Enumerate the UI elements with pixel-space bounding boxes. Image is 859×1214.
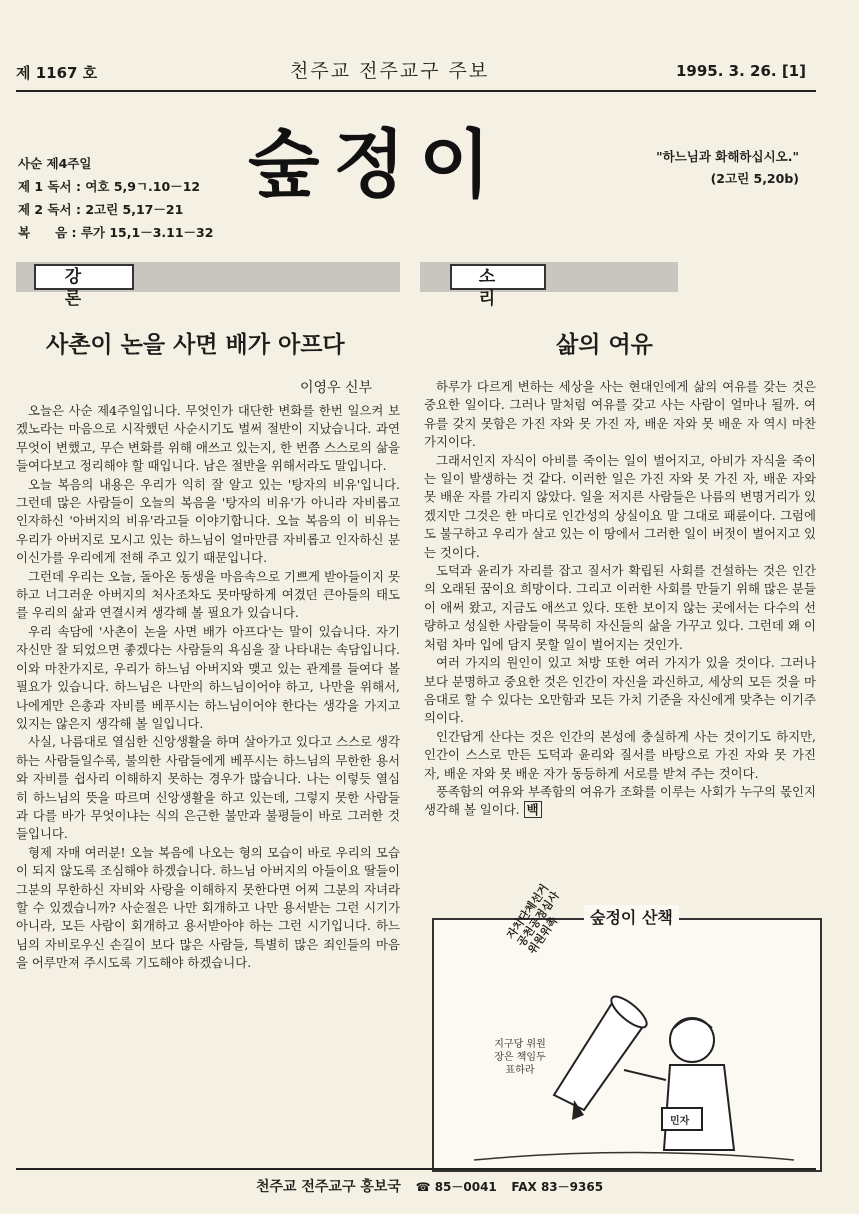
sign-text: 민자 bbox=[670, 1116, 690, 1127]
homily-title: 사촌이 논을 사면 배가 아프다 bbox=[46, 332, 345, 358]
liturgical-week: 사순 제4주일 bbox=[18, 156, 92, 171]
column-paragraph: 도덕과 윤리가 자리를 잡고 질서가 확립된 사회를 건설하는 것은 인간의 오래된 꿈이요 희망이다. 그리고 이러한 사회를 만들기 위해 많은 분들이 애써 왔고, 지금도 애쓰고 있다. 또한 보이지 않는 곳에서는 다수의 선량하고 성실한 사람들이 묵묵히 자신들의 삶을 가꾸고 있다. 그런데 왜 이처럼 차마 입에 담지 못할 일이 벌어지는 것인가. bbox=[424, 563, 816, 652]
cartoon-title: 숲정이 산책 bbox=[584, 905, 679, 928]
column-paragraph: 인간답게 산다는 것은 인간의 본성에 충실하게 사는 것이기도 하지만, 인간이 스스로 만든 도덕과 윤리와 질서를 바탕으로 가진 자와 못 가진 자, 배운 자와 못 배운 자가 동등하게 서로를 받쳐 주는 것이다. bbox=[424, 728, 816, 781]
column-paragraph bbox=[424, 783, 816, 820]
footer bbox=[0, 1176, 859, 1196]
homily-body bbox=[16, 402, 400, 973]
first-reading: 제 1 독서 : 여호 5,9ㄱ.10－12 bbox=[18, 179, 201, 194]
homily-paragraph: 우리 속담에 '사촌이 논을 사면 배가 아프다'는 말이 있습니다. 자기 자신만 잘 되었으면 좋겠다는 사람들의 욕심을 잘 나타내는 속담입니다. 이와 마찬가지로, 우리가 하느님 아버지와 맺고 있는 관계를 들여다 볼 필요가 있습니다. 하느님은 나만의 하느님이어야 하고, 나만을 위해서, 나에게만 은총과 자비를 베푸시는 하느님이어야 한다는 생각을 가지고 있지는 않은지 생각해 볼 일입니다. bbox=[16, 623, 400, 731]
footer-fax: FAX 83－9365 bbox=[511, 1180, 604, 1194]
footer-phone: ☎ 85－0041 bbox=[415, 1180, 497, 1194]
last-paragraph-text: 풍족함의 여유와 부족함의 여유가 조화를 이루는 사회가 누구의 몫인지 생각해 볼 일이다. bbox=[424, 783, 816, 818]
quote-text: "하느님과 화해하십시오." bbox=[656, 149, 799, 164]
speech-text: 지구당 위원장은 책임두표하라 bbox=[494, 1039, 546, 1076]
column-paragraph: 여러 가지의 원인이 있고 처방 또한 여러 가지가 있을 것이다. 그러나 보다 분명하고 중요한 것은 인간이 자신을 과신하고, 세상의 모든 것을 마음대로 할 수 있다는 오만함과 모든 가치 기준을 자신에게 맞추는 이기주의이다. bbox=[424, 655, 816, 726]
section-label-sound: 소 리 bbox=[450, 264, 546, 290]
cartoon-box bbox=[432, 881, 822, 1172]
homily-paragraph: 사실, 나름대로 열심한 신앙생활을 하며 살아가고 있다고 스스로 생각하는 사람들일수록, 불의한 사람들에게 베푸시는 하느님의 무한한 용서와 자비를 쉽사리 이해하지 못하는 경우가 많습니다. 나는 이렇듯 열심히 하느님의 뜻을 따르며 신앙생활을 하고 있는데, 그렇지 못한 사람들과 다를 바가 무엇이냐는 식의 은근한 불만과 불평들이 바로 그러한 것들입니다. bbox=[16, 734, 400, 842]
masthead-title: 숲정이 bbox=[248, 122, 505, 208]
column-paragraph: 하루가 다르게 변하는 세상을 사는 현대인에게 삶의 여유를 갖는 것은 중요한 일이다. 그러나 말처럼 여유를 갖고 사는 사람이 얼마나 될까. 여유를 갖지 못함은 가진 자와 못 가진 자, 배운 자와 못 배운 자 역시 마찬가지이다. bbox=[424, 379, 816, 450]
homily-paragraph: 오늘 복음의 내용은 우리가 익히 잘 알고 있는 '탕자의 비유'입니다. 그런데 많은 사람들이 오늘의 복음을 '탕자의 비유'가 아니라 자비롭고 인자하신 '아버지의 비유'라고들 이야기합니다. 오늘 복음의 이 비유는 우리가 아버지로 모시고 있는 하느님이 얼마만큼 자비롭고 인자하신 분이신가를 우리에게 전해 주고 있기 때문입니다. bbox=[16, 476, 400, 566]
homily-paragraph: 형제 자매 여러분! 오늘 복음에 나오는 형의 모습이 바로 우리의 모습이 되지 않도록 조심해야 하겠습니다. 하느님 아버지의 아들이요 딸들이 그분의 무한하신 자비와 사랑을 이해하지 못한다면 어찌 그분의 자녀라 할 수 있겠습니까? 사순절은 나만 회개하고 나만 용서받는 그런 시기가 아니라, 모든 사람이 회개하고 용서받아야 하는 그런 시기입니다. 하느님의 자비로우신 손길이 보다 많은 사람들, 특별히 많은 죄인들의 마음을 어루만져 주시도록 기도해야 하겠습니다. bbox=[16, 844, 400, 971]
gospel-reading: 복 음 : 루가 15,1－3.11－32 bbox=[18, 225, 214, 240]
column-paragraph: 그래서인지 자식이 아비를 죽이는 일이 벌어지고, 아비가 자식을 죽이는 일이 발생하는 것 같다. 이러한 일은 가진 자와 못 가진 자, 배운 자와 못 배운 자를 가리지 않았다. 일을 저지른 사람들은 나름의 변명거리가 있겠지만 그것은 한 마디로 인간성의 상실이요 말 그대로 패륜이다. 그럼에도 불구하고 우리가 살고 있는 이 땅에서 그러한 일이 버젓이 벌어지고 있는 것이다. bbox=[424, 452, 816, 560]
footer-office: 천주교 전주교구 홍보국 bbox=[255, 1179, 401, 1195]
issue-number: 제 1167 호 bbox=[16, 64, 98, 82]
homily-paragraph: 오늘은 사순 제4주일입니다. 무엇인가 대단한 변화를 한번 일으켜 보겠노라는 마음으로 시작했던 사순시기도 벌써 절반이 지났습니다. 과연 무엇이 변했고, 무슨 변화를 위해 애쓰고 있는지, 한 번쯤 스스로의 삶을 들여다보고 정리해야 할 때입니다. 남은 절반을 위해서라도 말입니다. bbox=[16, 403, 400, 474]
section-label-homily: 강 론 bbox=[34, 264, 134, 290]
issue-date: 1995. 3. 26. [1] bbox=[676, 62, 806, 80]
footer-rule bbox=[16, 1168, 816, 1170]
masthead-quote bbox=[656, 146, 799, 190]
header-rule bbox=[16, 90, 816, 92]
liturgy-readings bbox=[18, 152, 213, 244]
column-body bbox=[424, 378, 816, 820]
megaphone-slogan: 자치단체선거 공천공정심사 위원위촉 bbox=[504, 881, 562, 957]
column-title: 삶의 여유 bbox=[556, 332, 653, 358]
second-reading: 제 2 독서 : 2고린 5,17－21 bbox=[18, 202, 184, 217]
quote-reference: (2고린 5,20b) bbox=[710, 171, 799, 186]
paper-name: 천주교 전주교구 주보 bbox=[290, 60, 490, 82]
homily-author: 이영우 신부 bbox=[300, 380, 373, 396]
homily-paragraph: 그런데 우리는 오늘, 돌아온 동생을 마음속으로 기쁘게 받아들이지 못하고 너그러운 아버지의 처사조차도 못마땅하게 여겼던 큰아들의 태도를 우리의 삶과 연결시켜 생각해 볼 필요가 있습니다. bbox=[16, 568, 400, 621]
author-signature: 백 bbox=[524, 801, 542, 818]
